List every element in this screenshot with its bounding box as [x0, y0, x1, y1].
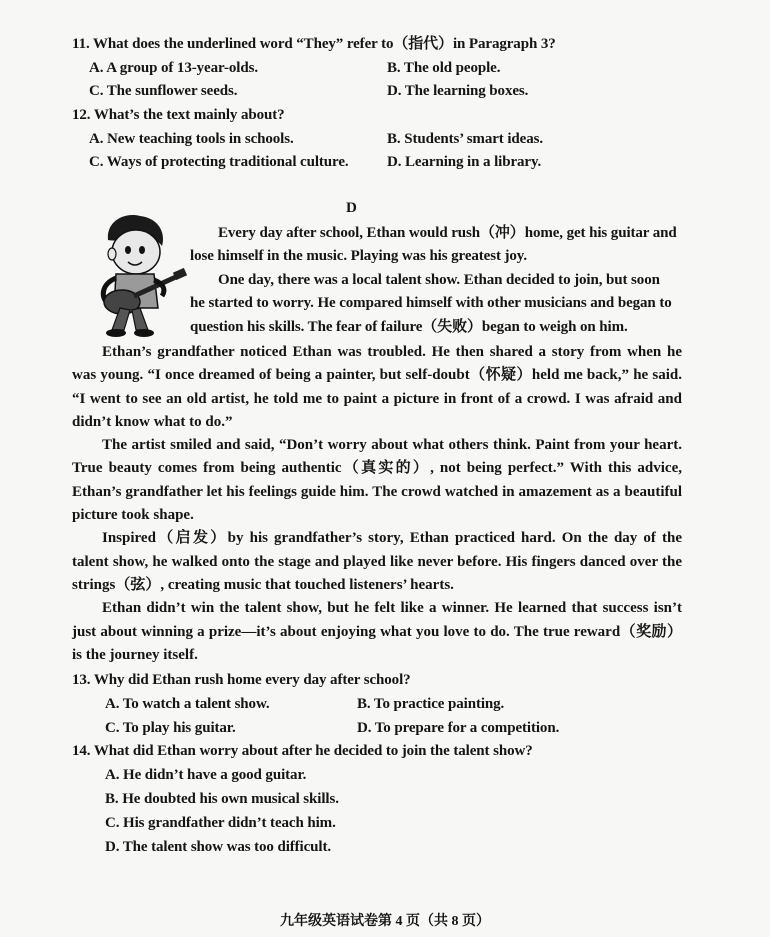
passage-p1-line-1: Every day after school, Ethan would rush（冲）home, get his guitar and	[218, 225, 677, 241]
question-11-option-c: C. The sunflower seeds.	[89, 83, 238, 99]
passage-body	[72, 341, 682, 667]
question-13-option-c: C. To play his guitar.	[105, 720, 236, 736]
question-14-option-b: B. He doubted his own musical skills.	[105, 791, 339, 807]
question-13-option-b: B. To practice painting.	[357, 696, 505, 712]
question-14-option-a: A. He didn’t have a good guitar.	[105, 767, 307, 783]
passage-p4: The artist smiled and said, “Don’t worry about what others think. Paint from your heart. True beauty comes from being authentic（真实的）, not being perfect.” With this advice, Ethan’s grandfather let his feelings guide him. The crowd watched in amazement as a beautiful picture took shape.	[72, 437, 682, 524]
question-11-stem: 11. What does the underlined word “They” refer to（指代）in Paragraph 3?	[72, 36, 556, 52]
passage-p3: Ethan’s grandfather noticed Ethan was troubled. He then shared a story from when he was young. “I once dreamed of being a painter, but self-doubt（怀疑）held me back,” he said. “I went to see an old artist, he told me to paint a picture in front of a crowd. I was afraid and didn’t know what to do.”	[72, 344, 682, 430]
question-12-option-b: B. Students’ smart ideas.	[387, 131, 543, 147]
question-14-option-c: C. His grandfather didn’t teach him.	[105, 815, 336, 831]
question-14-option-d: D. The talent show was too difficult.	[105, 839, 332, 855]
question-14-stem: 14. What did Ethan worry about after he decided to join the talent show?	[72, 743, 533, 759]
question-12-stem: 12. What’s the text mainly about?	[72, 107, 285, 123]
page-footer: 九年级英语试卷第 4 页（共 8 页）	[280, 914, 490, 929]
question-11-option-b: B. The old people.	[387, 60, 501, 76]
question-13-option-a: A. To watch a talent show.	[105, 696, 270, 712]
question-13-option-d: D. To prepare for a competition.	[357, 720, 560, 736]
boy-with-guitar-illustration	[78, 210, 190, 338]
passage-p6: Ethan didn’t win the talent show, but he felt like a winner. He learned that success isn’t just about winning a prize—it’s about enjoying what you love to do. The true reward（奖励）is the journey itself.	[72, 600, 682, 663]
passage-p5: Inspired（启发）by his grandfather’s story, Ethan practiced hard. On the day of the talent show, he walked onto the stage and played like never before. His fingers danced over the strings（弦）, creating music that touched listeners’ hearts.	[72, 530, 682, 593]
question-12-option-d: D. Learning in a library.	[387, 154, 542, 170]
passage-p2-line-2: he started to worry. He compared himself with other musicians and began to	[190, 295, 672, 311]
section-title: D	[346, 200, 357, 216]
passage-p2-line-3: question his skills. The fear of failure（失败）began to weigh on him.	[190, 319, 628, 335]
question-13-stem: 13. Why did Ethan rush home every day after school?	[72, 672, 411, 688]
passage-p2-line-1: One day, there was a local talent show. Ethan decided to join, but soon	[218, 272, 660, 288]
question-12-option-c: C. Ways of protecting traditional culture.	[89, 154, 349, 170]
question-11-option-a: A. A group of 13-year-olds.	[89, 60, 258, 76]
passage-p1-line-2: lose himself in the music. Playing was his greatest joy.	[190, 248, 528, 264]
question-12-option-a: A. New teaching tools in schools.	[89, 131, 294, 147]
question-11-option-d: D. The learning boxes.	[387, 83, 529, 99]
